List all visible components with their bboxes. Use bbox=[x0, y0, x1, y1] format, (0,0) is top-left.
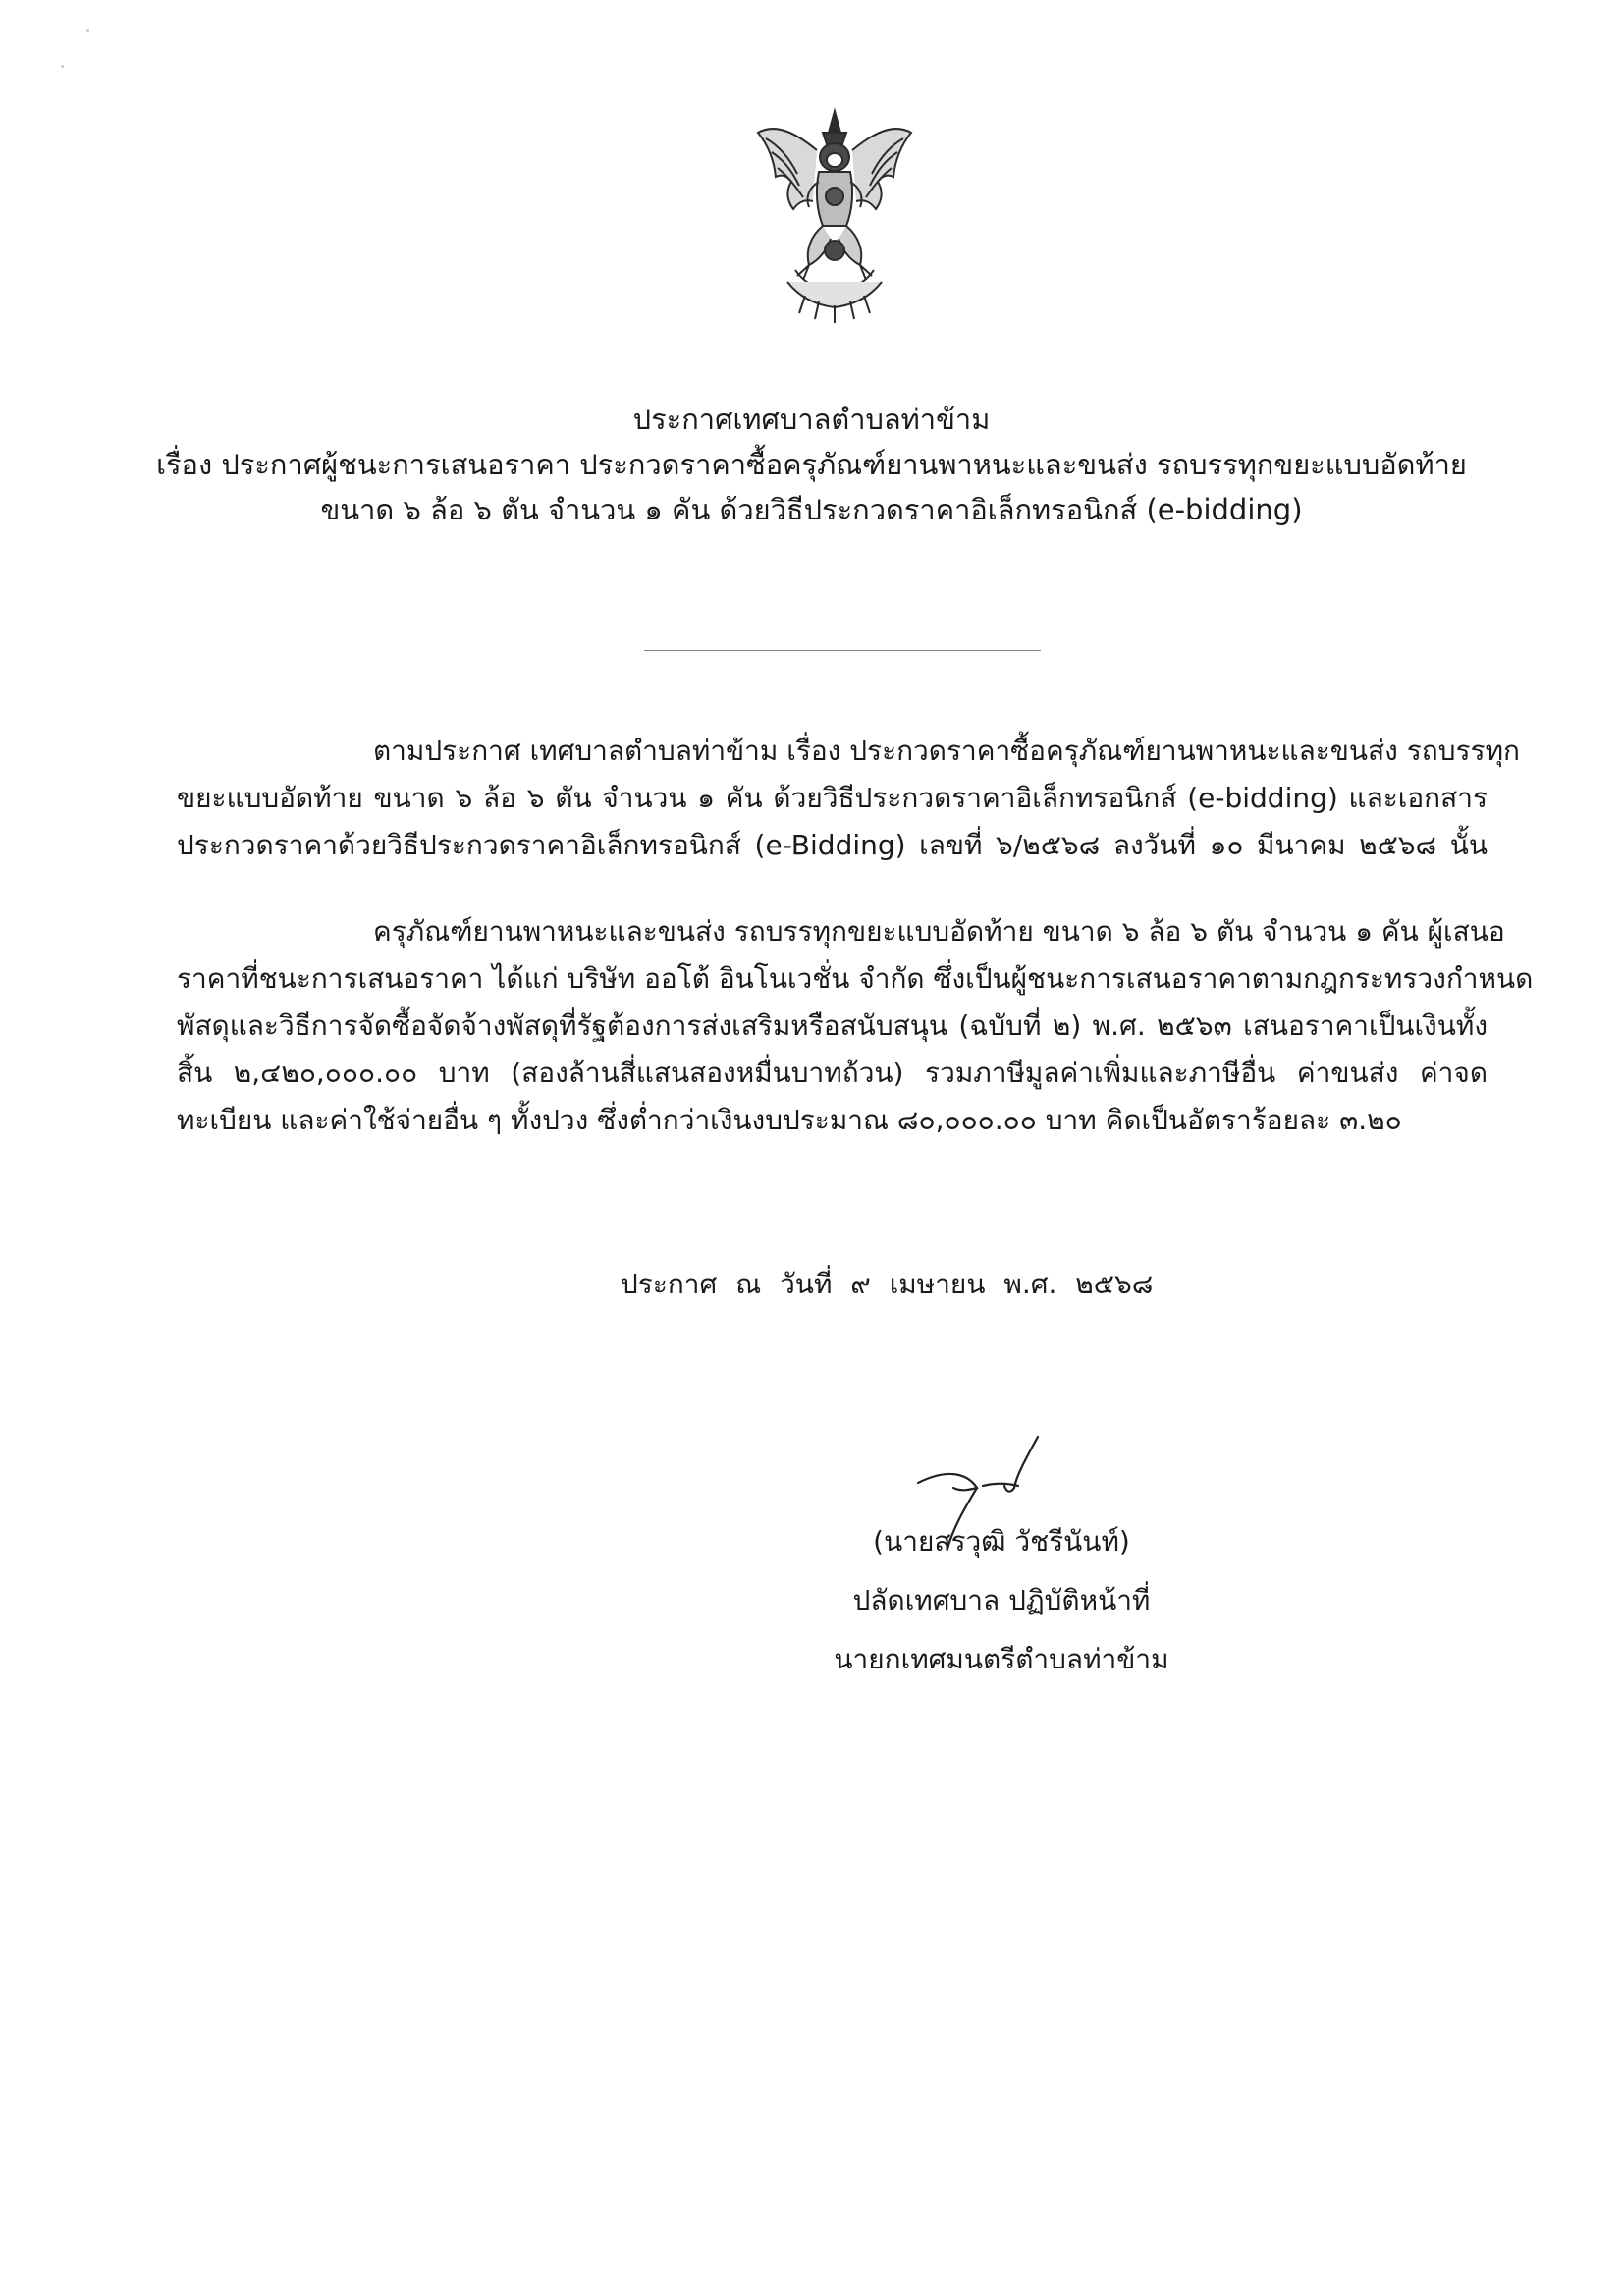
title-divider bbox=[644, 650, 1041, 651]
subject-line-1: เรื่อง ประกาศผู้ชนะการเสนอราคา ประกวดราคาซื้อครุภัณฑ์ยานพาหนะและขนส่ง รถบรรทุกขยะแบบอัดท้าย bbox=[156, 448, 1467, 481]
paragraph-line: ตามประกาศ เทศบาลตำบลท่าข้าม เรื่อง ประกวดราคาซื้อครุภัณฑ์ยานพาหนะและขนส่ง รถบรรทุก bbox=[373, 735, 1520, 767]
body-paragraph-2 bbox=[177, 908, 1534, 1144]
announcement-header bbox=[137, 397, 1486, 532]
signatory-position: ปลัดเทศบาล ปฏิบัติหน้าที่ bbox=[852, 1584, 1151, 1616]
paragraph-line: ขยะแบบอัดท้าย ขนาด ๖ ล้อ ๖ ตัน จำนวน ๑ คัน ด้วยวิธีประกวดราคาอิเล็กทรอนิกส์ (e-bidding) และเอกสาร bbox=[177, 782, 1488, 814]
body-paragraph-1 bbox=[177, 728, 1520, 869]
garuda-emblem-icon bbox=[736, 103, 933, 324]
paragraph-line: พัสดุและวิธีการจัดซื้อจัดจ้างพัสดุที่รัฐต้องการส่งเสริมหรือสนับสนุน (ฉบับที่ ๒) พ.ศ. ๒๕๖๓ เสนอราคาเป็นเงินทั้ง bbox=[177, 1010, 1488, 1042]
issuer-title: ประกาศเทศบาลตำบลท่าข้าม bbox=[632, 403, 991, 436]
signatory-name: (นายสรวุฒิ วัชรีนันท์) bbox=[873, 1525, 1130, 1558]
paragraph-line: สิ้น ๒,๔๒๐,๐๐๐.๐๐ บาท (สองล้านสี่แสนสองหมื่นบาทถ้วน) รวมภาษีมูลค่าเพิ่มและภาษีอื่น ค่าขนส่ง ค่าจด bbox=[177, 1057, 1488, 1089]
paragraph-line: ครุภัณฑ์ยานพาหนะและขนส่ง รถบรรทุกขยะแบบอัดท้าย ขนาด ๖ ล้อ ๖ ตัน จำนวน ๑ คัน ผู้เสนอ bbox=[373, 915, 1505, 948]
scan-speck bbox=[86, 29, 89, 32]
subject-line-2: ขนาด ๖ ล้อ ๖ ตัน จำนวน ๑ คัน ด้วยวิธีประกวดราคาอิเล็กทรอนิกส์ (e-bidding) bbox=[320, 493, 1303, 526]
signatory-position-acting: นายกเทศมนตรีตำบลท่าข้าม bbox=[834, 1643, 1169, 1675]
paragraph-line: ราคาที่ชนะการเสนอราคา ได้แก่ บริษัท ออโต้ อินโนเวชั่น จำกัด ซึ่งเป็นผู้ชนะการเสนอราคาตามกฎกระทรวงกำหนด bbox=[177, 962, 1534, 995]
signatory-block bbox=[785, 1512, 1217, 1689]
paragraph-line: ทะเบียน และค่าใช้จ่ายอื่น ๆ ทั้งปวง ซึ่งต่ำกว่าเงินงบประมาณ ๘๐,๐๐๐.๐๐ บาท คิดเป็นอัตราร้อยละ ๓.๒๐ bbox=[177, 1104, 1402, 1136]
paragraph-line: ประกวดราคาด้วยวิธีประกวดราคาอิเล็กทรอนิกส์ (e-Bidding) เลขที่ ๖/๒๕๖๘ ลงวันที่ ๑๐ มีนาคม ๒๕๖๘ นั้น bbox=[177, 829, 1488, 861]
scan-speck bbox=[61, 65, 64, 68]
announcement-date: ประกาศ ณ วันที่ ๙ เมษายน พ.ศ. ๒๕๖๘ bbox=[621, 1268, 1154, 1300]
